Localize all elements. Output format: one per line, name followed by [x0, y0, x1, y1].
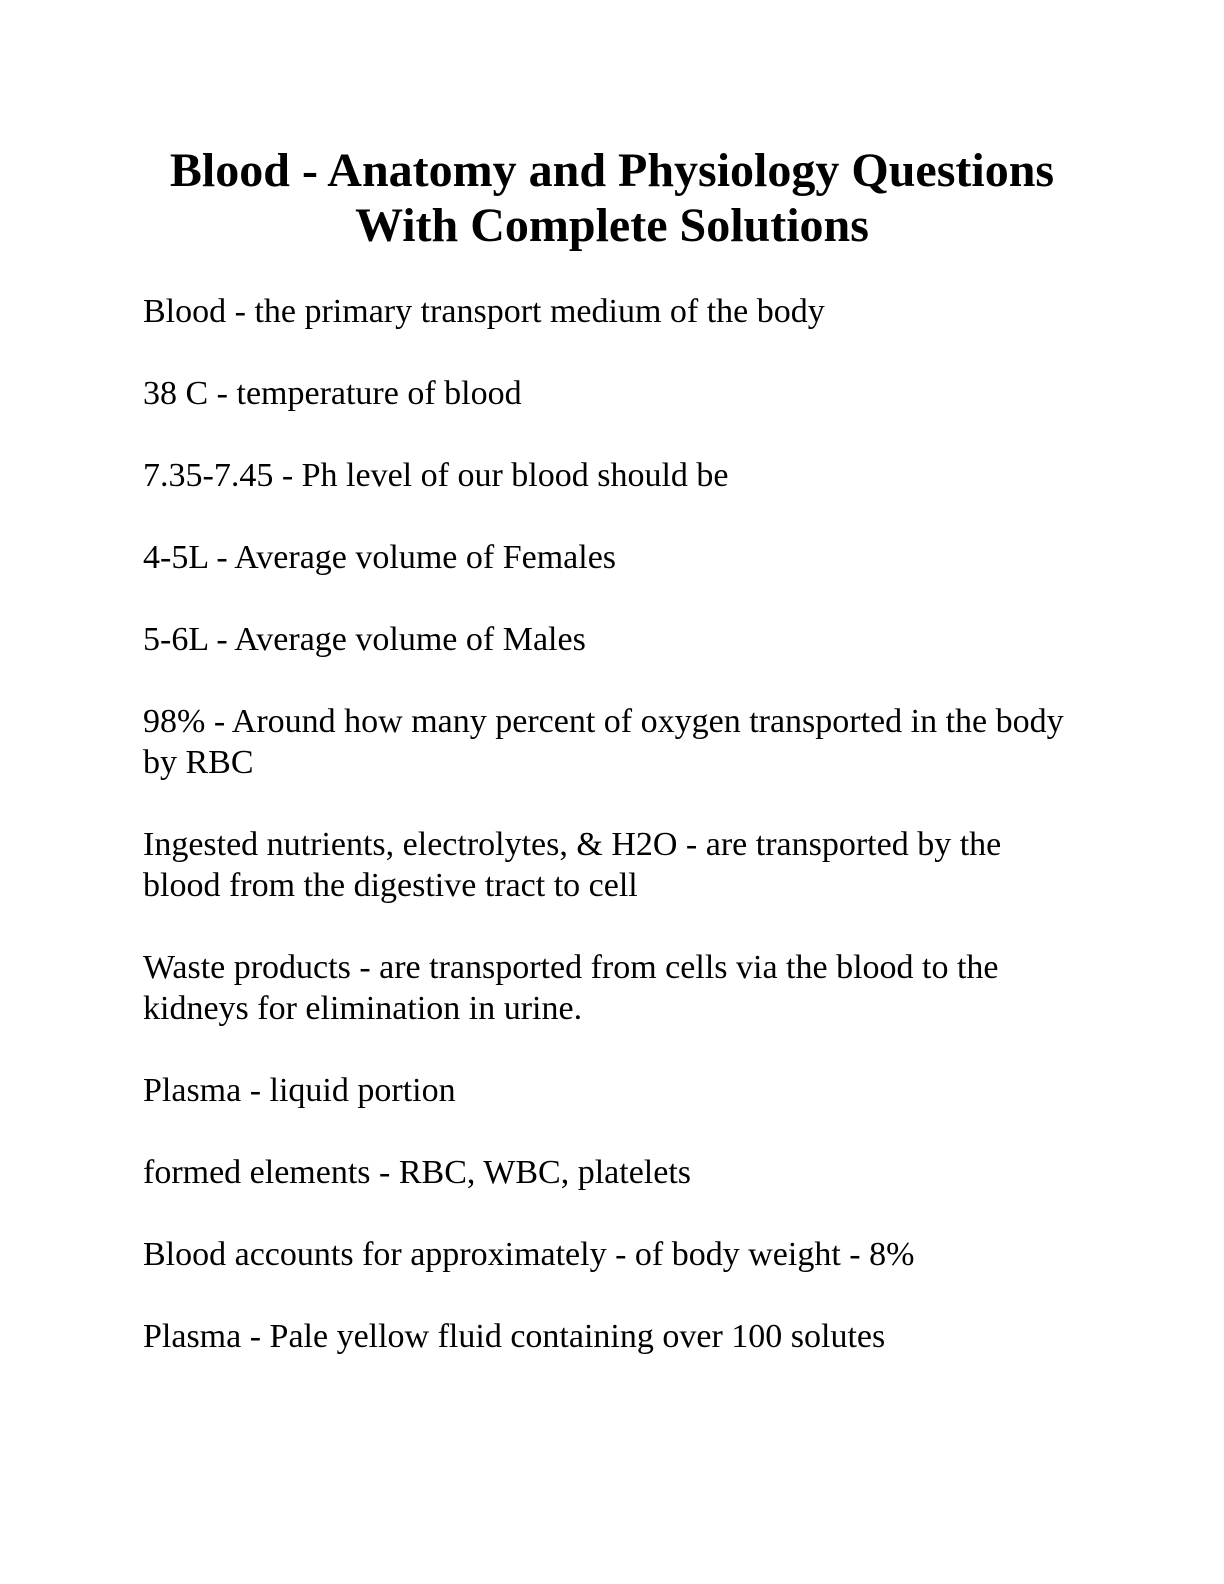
qa-entry: Blood - the primary transport medium of the body: [143, 293, 825, 330]
qa-entry: Plasma - Pale yellow fluid containing over 100 solutes: [143, 1318, 886, 1355]
qa-entry: formed elements - RBC, WBC, platelets: [143, 1154, 692, 1191]
title-line-1: Blood - Anatomy and Physiology Questions: [169, 144, 1055, 197]
qa-entry: 7.35-7.45 - Ph level of our blood should be: [143, 457, 729, 494]
qa-entry: Ingested nutrients, electrolytes, & H2O - are transported by the blood from the digestive tract to cell: [143, 826, 1002, 904]
qa-entry: 98% - Around how many percent of oxygen transported in the body by RBC: [143, 703, 1064, 781]
qa-entry: Blood accounts for approximately - of body weight - 8%: [143, 1236, 915, 1273]
qa-entry: 4-5L - Average volume of Females: [143, 539, 617, 576]
qa-list: [143, 291, 1073, 1398]
qa-entry: Waste products - are transported from cells via the blood to the kidneys for elimination in urine.: [143, 949, 999, 1027]
qa-entry: 38 C - temperature of blood: [143, 375, 522, 412]
document-title: [0, 143, 1224, 253]
qa-entry: Plasma - liquid portion: [143, 1072, 456, 1109]
qa-entry: 5-6L - Average volume of Males: [143, 621, 586, 658]
title-line-2: With Complete Solutions: [355, 199, 869, 252]
